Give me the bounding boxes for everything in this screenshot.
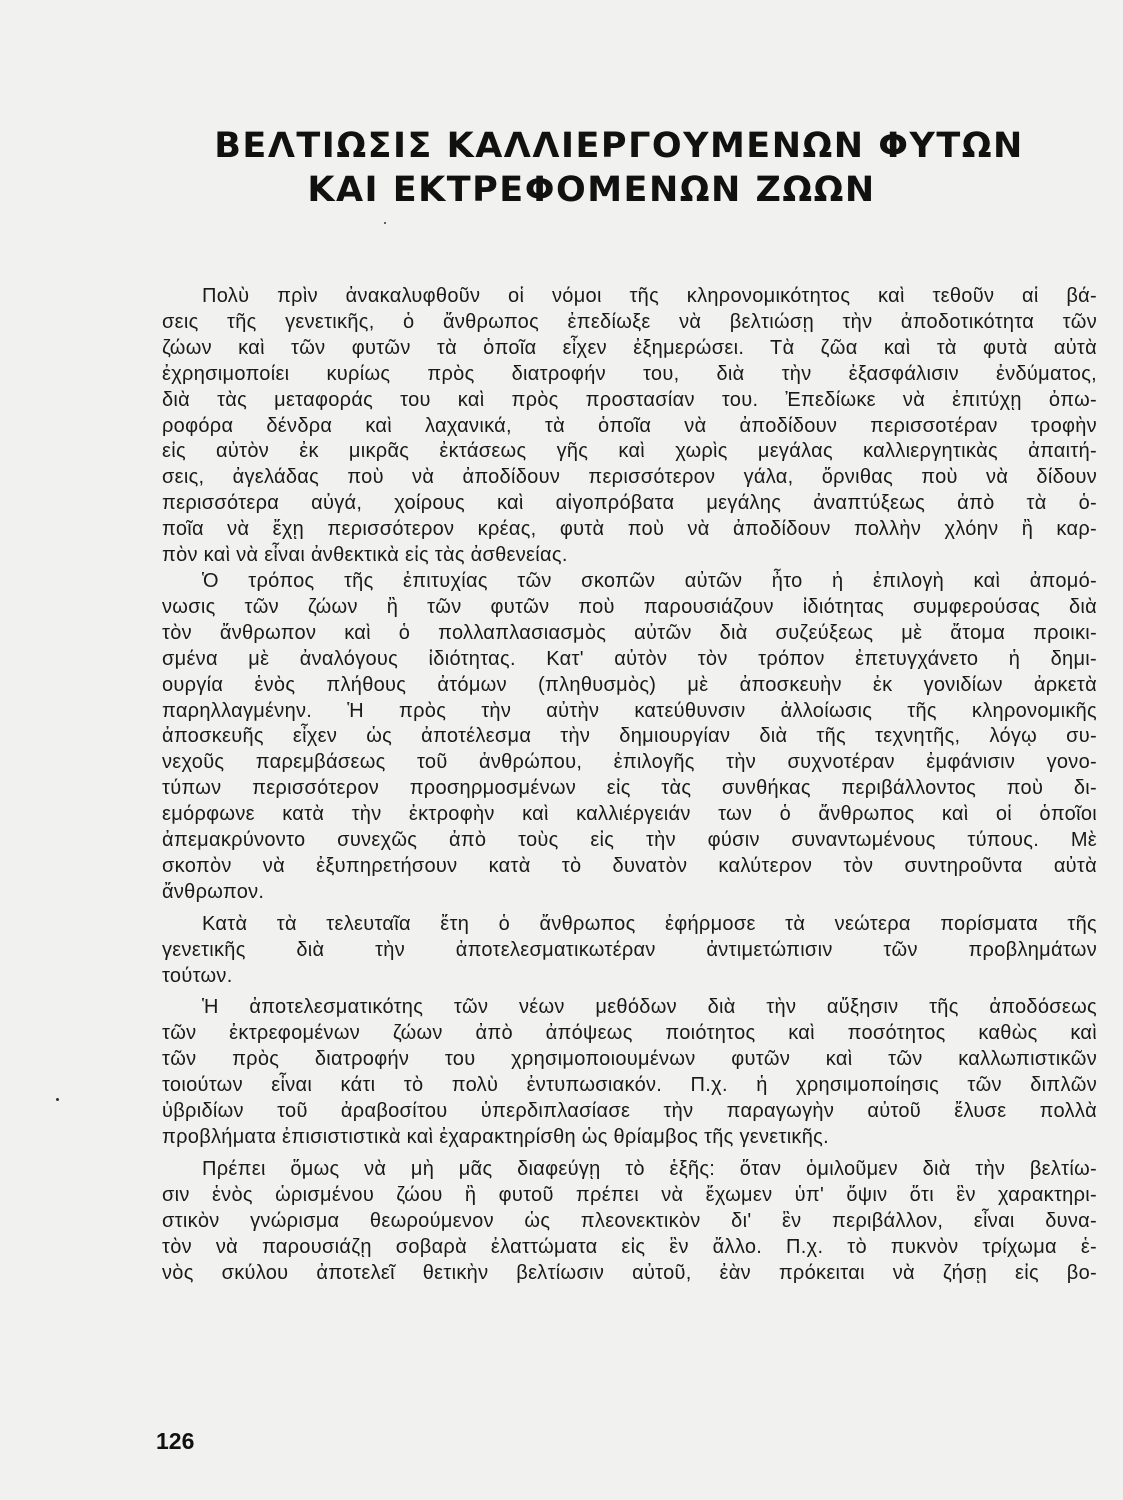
text-line: περισσότερα αὐγά, χοίρους καὶ αἰγοπρόβατα μεγάλης ἀναπτύξεως ἀπὸ τὰ ὁ-: [162, 492, 1097, 515]
text-line: σεις τῆς γενετικῆς, ὁ ἄνθρωπος ἐπεδίωξε νὰ βελτιώσῃ τὴν ἀποδοτικότητα τῶν: [162, 310, 1097, 333]
text-line: ὑβριδίων τοῦ ἀραβοσίτου ὑπερδιπλασίασε τὴν παραγωγὴν αὐτοῦ ἔλυσε πολλὰ: [162, 1100, 1097, 1123]
title-line-2: ΚΑΙ ΕΚΤΡΕΦΟΜΕΝΩΝ ΖΩΩΝ: [307, 170, 876, 210]
text-line: σκοπὸν νὰ ἐξυπηρετήσουν κατὰ τὸ δυνατὸν καλύτερον τὸν συντηροῦντα αὐτὰ: [162, 854, 1097, 877]
text-line: τὸν νὰ παρουσιάζῃ σοβαρὰ ἐλαττώματα εἰς ἓν ἄλλο. Π.χ. τὸ πυκνὸν τρίχωμα ἑ-: [162, 1235, 1097, 1258]
text-line: διὰ τὰς μεταφοράς του καὶ πρὸς προστασίαν του. Ἐπεδίωκε νὰ ἐπιτύχῃ ὀπω-: [162, 388, 1097, 411]
text-line: εἰς αὐτὸν ἐκ μικρᾶς ἐκτάσεως γῆς καὶ χωρὶς μεγάλας καλλιεργητικὰς ἀπαιτή-: [162, 440, 1097, 463]
text-line: νὸς σκύλου ἀποτελεῖ θετικὴν βελτίωσιν αὐτοῦ, ἐὰν πρόκειται νὰ ζήσῃ εἰς βο-: [162, 1261, 1097, 1284]
text-line: γενετικῆς διὰ τὴν ἀποτελεσματικωτέραν ἀντιμετώπισιν τῶν προβλημάτων: [162, 938, 1097, 961]
paragraph: [162, 912, 1097, 990]
text-line: ροφόρα δένδρα καὶ λαχανικά, τὰ ὁποῖα νὰ ἀποδίδουν περισσοτέραν τροφὴν: [162, 414, 1097, 437]
title-line-1: ΒΕΛΤΙΩΣΙΣ ΚΑΛΛΙΕΡΓΟΥΜΕΝΩΝ ΦΥΤΩΝ: [214, 126, 1024, 166]
text-line: παρηλλαγμένην. Ἡ πρὸς τὴν αὐτὴν κατεύθυνσιν ἀλλοίωσις τῆς κληρονομικῆς: [162, 699, 1097, 722]
text-line: Πρέπει ὅμως νὰ μὴ μᾶς διαφεύγῃ τὸ ἑξῆς: ὅταν ὁμιλοῦμεν διὰ τὴν βελτίω-: [202, 1157, 1097, 1180]
text-line: ἀποσκευῆς εἶχεν ὡς ἀποτέλεσμα τὴν δημιουργίαν διὰ τῆς τεχνητῆς, λόγῳ συ-: [162, 725, 1097, 748]
text-line: ἐχρησιμοποίει κυρίως πρὸς διατροφήν του, διὰ τὴν ἐξασφάλισιν ἐνδύματος,: [162, 362, 1097, 385]
text-line: τῶν ἐκτρεφομένων ζώων ἀπὸ ἀπόψεως ποιότητος καὶ ποσότητος καθὼς καὶ: [162, 1022, 1097, 1045]
text-line: τούτων.: [162, 964, 233, 987]
paragraph: [162, 995, 1097, 1150]
paragraph: [162, 284, 1097, 569]
text-line: τύπων περισσότερον προσηρμοσμένων εἰς τὰς συνθήκας περιβάλλοντος ποὺ δι-: [162, 777, 1097, 800]
page-title: [0, 124, 1123, 212]
text-line: εμόρφωνε κατὰ τὴν ἐκτροφὴν καὶ καλλιέργειάν των ὁ ἄνθρωπος καὶ οἱ ὁποῖοι: [162, 803, 1097, 826]
body-text: [162, 284, 1097, 1286]
text-line: σιν ἑνὸς ὡρισμένου ζώου ἢ φυτοῦ πρέπει νὰ ἔχωμεν ὑπ' ὄψιν ὅτι ἓν χαρακτηρι-: [162, 1183, 1097, 1206]
text-line: Ἡ ἀποτελεσματικότης τῶν νέων μεθόδων διὰ τὴν αὔξησιν τῆς ἀποδόσεως: [202, 996, 1097, 1019]
text-line: ἄνθρωπον.: [162, 880, 265, 903]
text-line: Πολὺ πρὶν ἀνακαλυφθοῦν οἱ νόμοι τῆς κληρονομικότητος καὶ τεθοῦν αἱ βά-: [202, 285, 1097, 307]
scan-speck: [384, 222, 386, 224]
text-line: πὸν καὶ νὰ εἶναι ἀνθεκτικὰ εἰς τὰς ἀσθενείας.: [162, 544, 568, 567]
paragraph: [162, 1157, 1097, 1287]
text-line: ουργία ἑνὸς πλήθους ἀτόμων (πληθυσμὸς) μὲ ἀποσκευὴν ἐκ γονιδίων ἀρκετὰ: [162, 673, 1097, 696]
text-line: προβλήματα ἐπισιστιστικὰ καὶ ἐχαρακτηρίσθη ὡς θρίαμβος τῆς γενετικῆς.: [162, 1126, 829, 1148]
text-line: ποῖα νὰ ἔχῃ περισσότερον κρέας, φυτὰ ποὺ νὰ ἀποδίδουν πολλὴν χλόην ἢ καρ-: [162, 518, 1097, 541]
page-number: 126: [156, 1428, 195, 1454]
text-line: νεχοῦς παρεμβάσεως τοῦ ἀνθρώπου, ἐπιλογῆς τὴν συχνοτέραν ἐμφάνισιν γονο-: [162, 751, 1097, 774]
text-line: Ὁ τρόπος τῆς ἐπιτυχίας τῶν σκοπῶν αὐτῶν ἦτο ἡ ἐπιλογὴ καὶ ἀπομό-: [202, 569, 1097, 592]
text-line: σεις, ἀγελάδας ποὺ νὰ ἀποδίδουν περισσότερον γάλα, ὄρνιθας ποὺ νὰ δίδουν: [162, 466, 1097, 489]
text-line: στικὸν γνώρισμα θεωρούμενον ὡς πλεονεκτικὸν δι' ἓν περιβάλλον, εἶναι δυνα-: [162, 1209, 1097, 1232]
paragraph: [162, 569, 1097, 906]
text-line: ἀπεμακρύνοντο συνεχῶς ἀπὸ τοὺς εἰς τὴν φύσιν συναντωμένους τύπους. Μὲ: [162, 829, 1097, 852]
text-line: τὸν ἄνθρωπον καὶ ὁ πολλαπλασιασμὸς αὐτῶν διὰ συζεύξεως μὲ ἄτομα προικι-: [162, 621, 1097, 644]
text-line: τοιούτων εἶναι κάτι τὸ πολὺ ἐντυπωσιακόν. Π.χ. ἡ χρησιμοποίησις τῶν διπλῶν: [162, 1074, 1097, 1097]
text-line: νωσις τῶν ζώων ἢ τῶν φυτῶν ποὺ παρουσιάζουν ἰδιότητας συμφερούσας διὰ: [162, 595, 1097, 618]
text-line: σμένα μὲ ἀναλόγους ἰδιότητας. Κατ' αὐτὸν τὸν τρόπον ἐπετυγχάνετο ἡ δημι-: [162, 647, 1097, 670]
text-line: τῶν πρὸς διατροφήν του χρησιμοποιουμένων φυτῶν καὶ τῶν καλλωπιστικῶν: [162, 1048, 1097, 1071]
text-line: Κατὰ τὰ τελευταῖα ἔτη ὁ ἄνθρωπος ἐφήρμοσε τὰ νεώτερα πορίσματα τῆς: [202, 912, 1097, 935]
text-line: ζώων καὶ τῶν φυτῶν τὰ ὁποῖα εἶχεν ἐξημερώσει. Τὰ ζῶα καὶ τὰ φυτὰ αὐτὰ: [162, 336, 1097, 359]
scan-speck: [56, 1098, 59, 1101]
